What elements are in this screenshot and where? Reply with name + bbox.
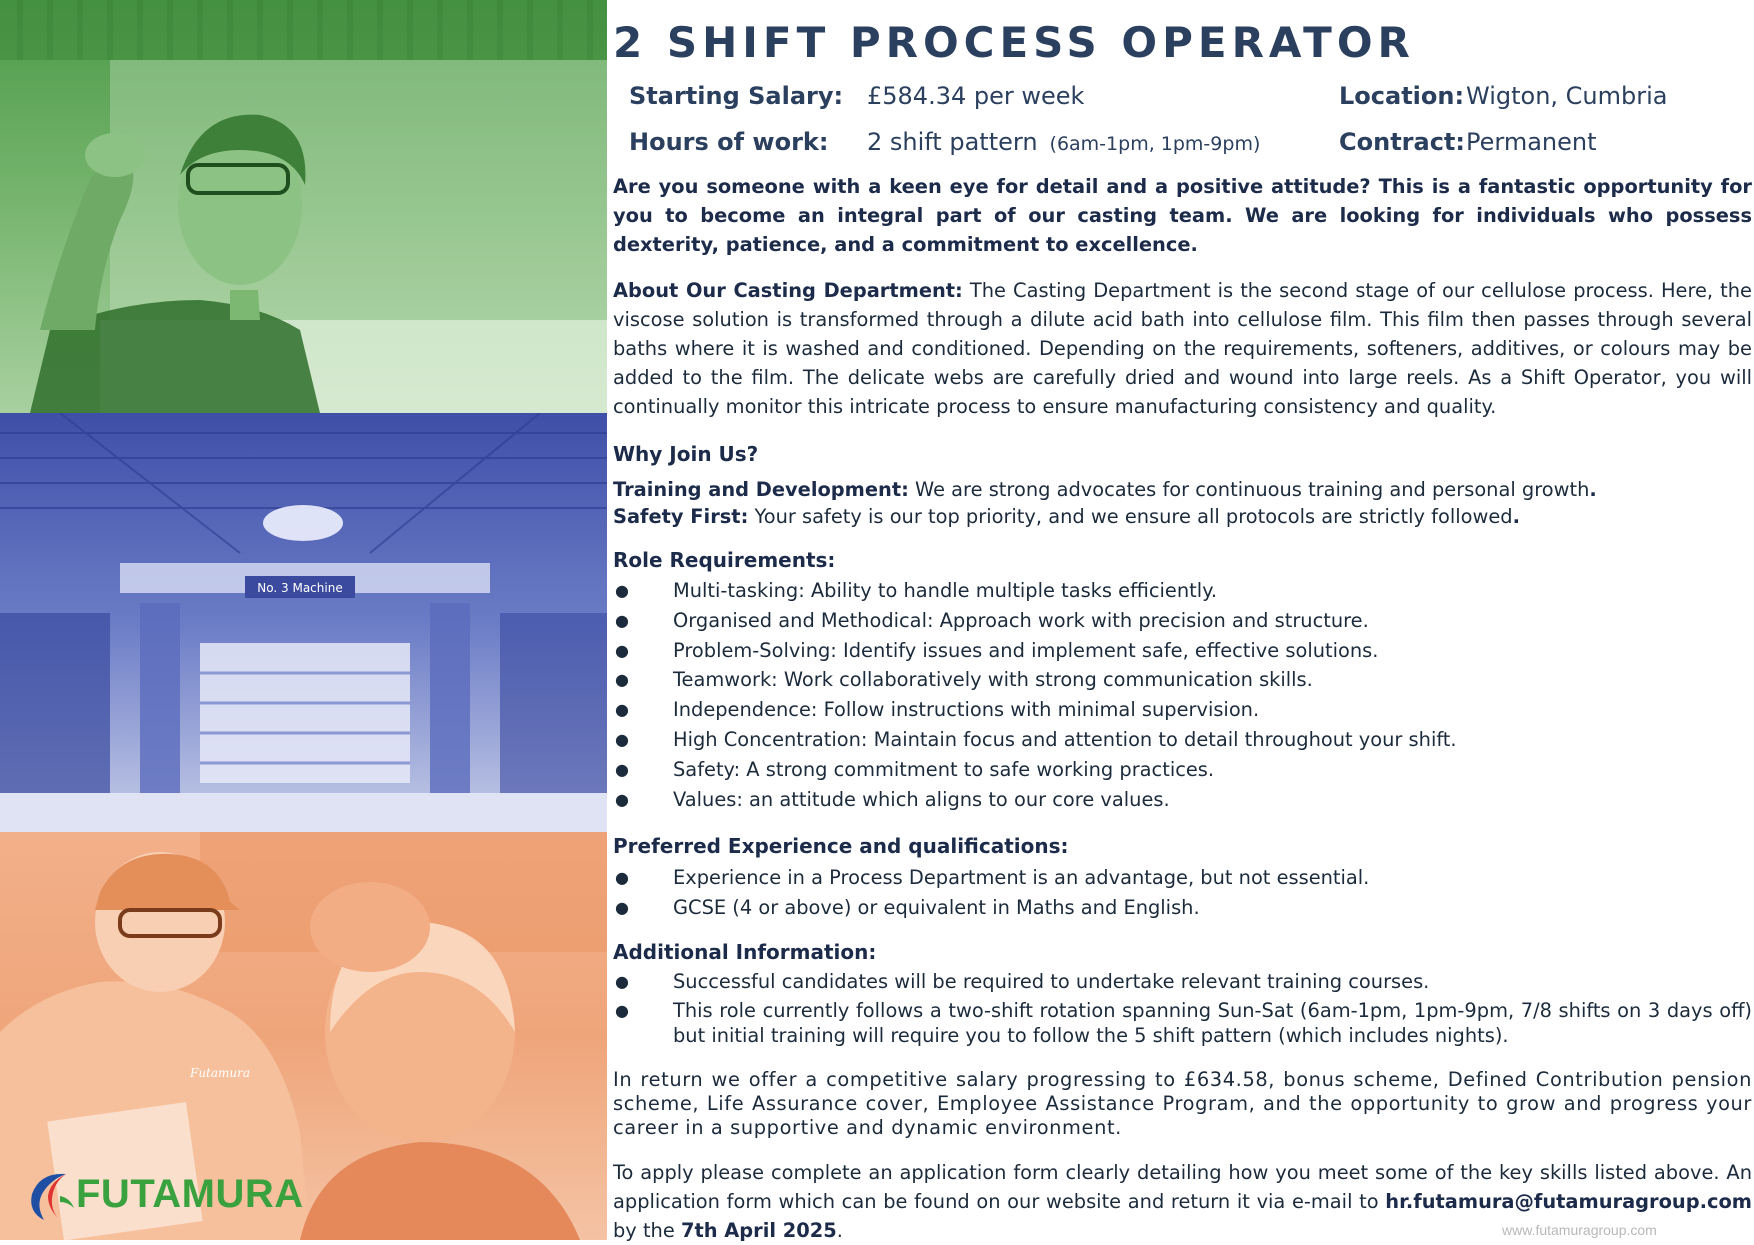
about-label: About Our Casting Department: <box>613 279 963 302</box>
safety-text: Your safety is our top priority, and we ensure all protocols are strictly followed <box>754 505 1513 528</box>
machine-sign: No. 3 Machine <box>257 581 343 595</box>
additional-heading: Additional Information: <box>613 940 877 964</box>
apply-deadline: 7th April 2025 <box>680 1219 837 1242</box>
list-item: ● Safety: A strong commitment to safe working practices. <box>613 755 1752 785</box>
experience-list <box>613 863 1752 923</box>
about-text: The Casting Department is the second stage of our cellulose process. Here, the viscose solution is transformed through a dilute acid bath into cellulose film. This film then passes through several baths where it is washed and conditioned. Depending on the requirements, softeners, additives, or colours may be added to the film. The delicate webs are carefully dried and wound into large reels. As a Shift Operator, you will continually monitor this intricate process to ensure manufacturing consistency and quality. <box>613 279 1752 418</box>
job-title: 2 SHIFT PROCESS OPERATOR <box>613 18 1415 67</box>
intro-paragraph: Are you someone with a keen eye for detail and a positive attitude? This is a fantastic opportunity for you to become an integral part of our casting team. We are looking for individuals who possess dexterity, patience, and a commitment to excellence. <box>613 175 1752 256</box>
list-item: ● Values: an attitude which aligns to our core values. <box>613 785 1752 815</box>
bullet-icon: ● <box>615 610 629 630</box>
hours-value <box>867 128 1260 156</box>
list-item: ● This role currently follows a two-shift rotation spanning Sun-Sat (6am-1pm, 1pm-9pm, 7/8 shifts on 3 days off) but initial training will require you to follow the 5 shift pattern (which includes nights). <box>615 999 1752 1047</box>
bullet-icon: ● <box>615 729 629 749</box>
logo-text: FUTAMURA <box>76 1172 304 1216</box>
list-item: ● Experience in a Process Department is an advantage, but not essential. <box>613 863 1752 893</box>
shirt-text: Futamura <box>190 1066 251 1080</box>
list-item: ● Organised and Methodical: Approach work with precision and structure. <box>613 606 1752 636</box>
salary-label: Starting Salary: <box>629 82 844 110</box>
image-column <box>0 0 607 1240</box>
hours-detail: (6am-1pm, 1pm-9pm) <box>1049 133 1261 155</box>
bullet-icon: ● <box>615 897 629 917</box>
safety-line <box>613 505 1520 528</box>
list-item: ● Multi-tasking: Ability to handle multiple tasks efficiently. <box>613 576 1752 606</box>
experience-heading: Preferred Experience and qualifications: <box>613 834 1069 858</box>
apply-end: . <box>836 1219 843 1242</box>
training-text: We are strong advocates for continuous training and personal growth <box>915 478 1590 501</box>
bullet-icon: ● <box>615 581 629 600</box>
bullet-icon: ● <box>615 670 629 690</box>
contract-value: Permanent <box>1466 128 1597 156</box>
list-item: ● High Concentration: Maintain focus and attention to detail throughout your shift. <box>613 725 1752 755</box>
bullet-icon: ● <box>615 868 629 887</box>
apply-text: To apply please complete an application form clearly detailing how you meet some of the key skills listed above. An application form which can be found on our website and return it via e-mail to <box>613 1161 1752 1213</box>
bullet-icon: ● <box>615 1001 629 1020</box>
requirements-list <box>613 576 1752 814</box>
bullet-icon: ● <box>615 789 629 809</box>
salary-value: £584.34 per week <box>867 82 1085 110</box>
safety-period: . <box>1512 505 1520 528</box>
requirements-heading: Role Requirements: <box>613 548 836 572</box>
casting-machine-photo <box>0 413 607 832</box>
why-heading: Why Join Us? <box>613 442 759 466</box>
website-url[interactable]: www.futamuragroup.com <box>1502 1222 1657 1238</box>
futamura-logo-icon <box>26 1168 76 1224</box>
offer-paragraph: In return we offer a competitive salary progressing to £634.58, bonus scheme, Defined Contribution pension scheme, Life Assurance cover, Employee Assistance Program, and the opportunity to grow and progress your career in a supportive and dynamic environment. <box>613 1068 1752 1139</box>
location-label: Location: <box>1339 82 1465 110</box>
training-line <box>613 478 1597 501</box>
factory-worker-photo <box>0 0 607 413</box>
apply-by: by the <box>613 1219 675 1242</box>
futamura-logo <box>26 1168 304 1224</box>
safety-label: Safety First: <box>613 505 749 528</box>
list-item: ● Problem-Solving: Identify issues and implement safe, effective solutions. <box>613 636 1752 666</box>
list-item: ● GCSE (4 or above) or equivalent in Maths and English. <box>613 893 1752 923</box>
bullet-icon: ● <box>615 700 629 720</box>
list-item: ● Successful candidates will be required to undertake relevant training courses. <box>615 970 1430 993</box>
location-value: Wigton, Cumbria <box>1466 82 1668 110</box>
training-label: Training and Development: <box>613 478 909 501</box>
about-paragraph <box>613 276 1752 421</box>
list-item: ● Independence: Follow instructions with minimal supervision. <box>613 695 1752 725</box>
contract-label: Contract: <box>1339 128 1465 156</box>
list-item: ● Teamwork: Work collaboratively with strong communication skills. <box>613 665 1752 695</box>
bullet-icon: ● <box>615 972 629 991</box>
bullet-icon: ● <box>615 759 629 779</box>
bullet-icon: ● <box>615 640 629 660</box>
training-period: . <box>1589 478 1597 501</box>
apply-email-link[interactable]: hr.futamura@futamuragroup.com <box>1385 1190 1752 1213</box>
hours-label: Hours of work: <box>629 128 829 156</box>
additional-list <box>613 969 1752 1052</box>
hours-pattern: 2 shift pattern <box>867 128 1038 156</box>
